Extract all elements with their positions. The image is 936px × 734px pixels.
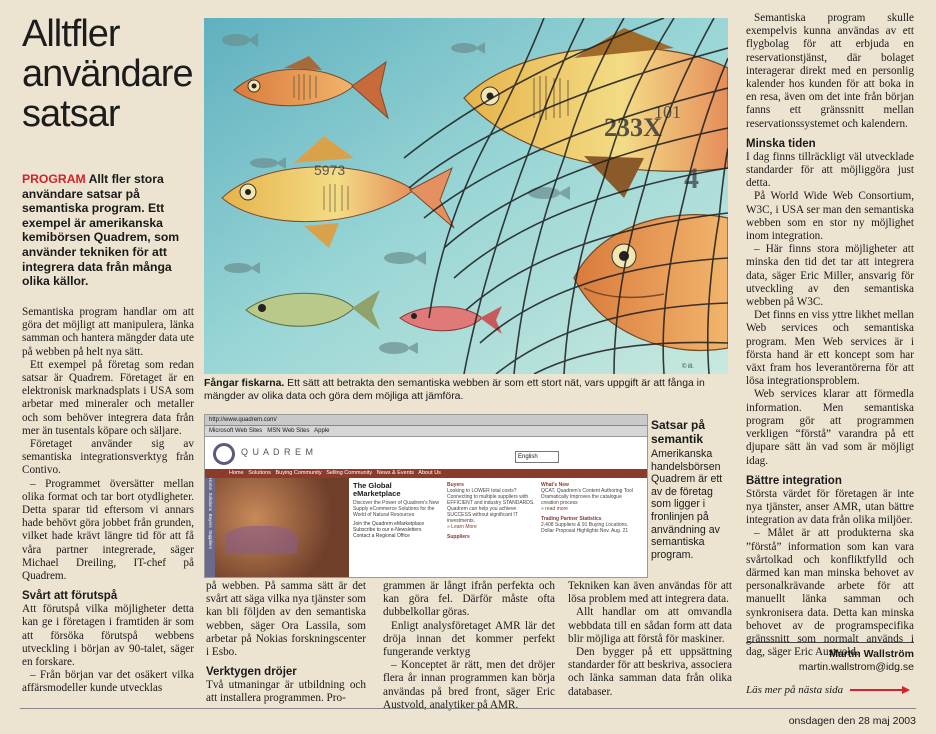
site-main-link[interactable]: Contact a Regional Office — [353, 533, 410, 540]
svg-text:© ill.: © ill. — [682, 364, 694, 370]
hero-number: 101 — [654, 102, 681, 122]
sidenav-item: Solutions — [208, 492, 213, 512]
col4-subhead: Minska tiden — [746, 137, 816, 150]
quadrem-logo-icon — [213, 443, 235, 465]
browser-link: Microsoft Web Sites — [209, 428, 263, 434]
browser-link: MSN Web Sites — [267, 428, 310, 434]
colC-paragraph: Tekniken kan även användas för att lösa problem med att integrera data. — [568, 580, 732, 606]
col1-paragraph: Företaget använder sig av semantiska integrationsverktyg från Contivo. — [22, 438, 194, 477]
site-logo-text: Q U A D R E M — [241, 447, 315, 457]
site-tab: Home — [229, 470, 244, 476]
browser-links-bar — [205, 426, 647, 437]
site-main-link[interactable]: Subscribe to our e-Newsletters — [353, 527, 422, 534]
site-main-link[interactable]: Join the Quadrem eMarketplace — [353, 521, 425, 528]
col4-paragraph: På World Wide Web Consortium, W3C, i USA ser man den semantiska webben som en stor ny möjlighet inom integration. — [746, 190, 914, 243]
fish-net-illustration — [204, 18, 728, 374]
col4-paragraph: Web services klarar att förmedla information. Men semantiska program gör att programmen verkligen “förstå” varandra på ett djupare sätt än vad som är möjligt idag. — [746, 388, 914, 467]
byline-divider — [746, 642, 914, 643]
lead-kicker: PROGRAM — [22, 172, 86, 186]
colB-paragraph: – Konceptet är rätt, men det dröjer flera år innan programmen kan börja användas på bred front, säger Eric Austvold, analytiker på AMR. — [383, 659, 555, 711]
sidenav-item: Buyers — [208, 513, 213, 528]
lead-text: Allt fler stora användare satsar på semantiska program. Ett exempel är amerikanska kemibörsen Quadrem, som använder tekniken för att integrera data från många olika källor. — [22, 172, 180, 289]
headline-line-3: satsar — [22, 93, 120, 135]
col1-subhead: Svårt att förutspå — [22, 590, 118, 603]
browser-link: Apple — [314, 428, 330, 434]
site-tab: About Us — [418, 470, 441, 476]
site-main-col — [353, 482, 441, 539]
site-main-text: Discover the Power of Quadrem's New Supply eCommerce Solutions for the World of Natural Resources — [353, 500, 439, 519]
site-tab: News & Events — [376, 470, 415, 476]
hero-caption — [204, 378, 728, 403]
hero-number: 233X — [604, 113, 662, 142]
site-right-more[interactable]: » read more — [541, 506, 568, 512]
colA-subhead: Verktygen dröjer — [206, 666, 297, 679]
site-right-col — [541, 482, 641, 534]
site-right-text: QCAT, Quadrem's Content Authoring Tool Dramatically Improves the catalogue creation process — [541, 488, 633, 506]
language-select: English — [515, 451, 559, 463]
col4-paragraph: I dag finns tillräckligt väl utvecklade standarder för att möjliggöra just detta. — [746, 150, 914, 190]
footer-rule — [20, 708, 916, 709]
website-screenshot — [204, 414, 648, 578]
colC-paragraph: Allt handlar om att omvandla webbdata till en sådan form att data blir möjliga att förstå för maskiner. — [568, 606, 732, 645]
col1-paragraph: – Programmet översätter mellan olika format och tar bort otydligheter. Detta sparar tid eftersom vi annars hade behövt göra jobbet från grunden, vilket hade krävt längre tid för att få våra partner integrerade, säger Michael Dreiling, IT-chef på Quadrem. — [22, 477, 194, 583]
headline-line-2: användare — [22, 53, 193, 95]
column-b — [383, 580, 555, 712]
col1-paragraph: Att förutspå vilka möjligheter detta kan ge i företagen i framtiden är som att försöka förutspå webbens utveckling i början av 90-talet, säger en forskare. — [22, 603, 194, 669]
site-tab: Solutions — [248, 470, 271, 476]
site-hero-image — [215, 478, 349, 578]
hero-number: 4 — [684, 162, 699, 195]
site-body — [205, 478, 647, 578]
site-mid-col — [447, 482, 535, 540]
col1-paragraph: Ett exempel på företag som redan satsar är Quadrem. Företaget är en elektronisk marknadsplats i USA som arbetar med mineraler och metaller och som behöver integrera data från mer än tusentals köpare och säljare. — [22, 358, 194, 437]
sidenav-item: Home — [208, 478, 213, 491]
col1-paragraph: – Från början var det osäkert vilka affärsmodeller kunde utvecklas — [22, 669, 194, 695]
site-right-text2: 2,408 Suppliers & 91 Buying Locations. Dollar Proposal Highlights Nov. Aug. 21 — [541, 522, 629, 534]
column-a — [206, 580, 366, 706]
fact-box-text: Amerikanska handelsbörsen Quadrem är ett av de företag som ligger i fronlinjen på användning av semantiska program. — [651, 448, 723, 561]
colB-paragraph: Enligt analysföretaget AMR lär det dröja innan det kommer perfekt fungerande verktyg — [383, 619, 555, 659]
fact-box-title: Satsar på semantik — [651, 418, 706, 446]
site-hero-shape — [225, 526, 297, 554]
col4-paragraph: Det finns en viss yttre likhet mellan Web services och semantiska program. Men Web services är i första hand är ett koncept som har växt fram hos leverantörerna för att lösa integrationsproblem. — [746, 309, 914, 388]
col4-paragraph: – Målet är att produkterna ska ”förstå” information som kan vara svårtolkad och konfliktfylld och därmed kan man minska behovet av personalkrävande arbete för att manuellt länka samman och synkronisera data. Detta kan minska behovet av de programspecifika gränssnitt som normalt används i dag, säger Eric Austvold. — [746, 527, 914, 659]
hero-illustration — [204, 18, 728, 374]
column-1 — [22, 306, 194, 696]
col4-paragraph: – Här finns stora möjligheter att minska den tid det tar att integrera data, säger Eric Miller, ansvarig för utveckling av den semantiska webben på W3C. — [746, 243, 914, 309]
colA-paragraph: Två utmaningar är utbildning och att installera programmen. Pro- — [206, 679, 366, 705]
site-tab: Selling Community — [326, 470, 373, 476]
byline — [746, 648, 914, 674]
site-tabs — [205, 469, 647, 478]
site-right-title: What's New — [541, 482, 569, 488]
footer-date: onsdagen den 28 maj 2003 — [788, 715, 916, 727]
caption-bold: Fångar fiskarna. — [204, 378, 285, 389]
site-mid-more[interactable]: » Learn More — [447, 524, 477, 530]
col1-paragraph: Semantiska program handlar om att göra det möjligt att manipulera, länka samman och hantera mängder data ute på webben på helt nya sätt. — [22, 306, 194, 358]
site-tab: Buying Community — [275, 470, 322, 476]
lead-paragraph — [22, 172, 194, 289]
hero-number: 5973 — [314, 162, 346, 178]
column-c — [568, 580, 732, 699]
col4-subhead: Bättre integration — [746, 474, 842, 487]
column-4 — [746, 12, 914, 659]
author-name: Martin Wallström — [829, 648, 914, 660]
headline-line-1: Alltfler — [22, 13, 120, 55]
site-sidenav — [205, 478, 215, 578]
continued-note — [746, 684, 914, 696]
col4-paragraph: Största värdet för företagen är inte nya tjänster, anser AMR, utan bättre integration av data från olika miljöer. — [746, 487, 914, 527]
colC-paragraph: Den bygger på ett uppsättning standarder för att beskriva, associera och länka samman data från olika databaser. — [568, 646, 732, 698]
site-right-title2: Trading Partner Statistics — [541, 516, 602, 522]
browser-address: http://www.quadrem.com/ — [209, 417, 277, 423]
colB-paragraph: grammen är långt ifrån perfekta och kan göra fel. Därför måste ofta dubbelkollar göras. — [383, 580, 555, 619]
caption-text: Ett sätt att betrakta den semantiska webben är som ett stort nät, vars uppgift är att fånga in mängder av olika data och göra dem möjliga att jämföra. — [204, 378, 705, 402]
arrow-right-icon — [850, 686, 910, 694]
col4-paragraph: Semantiska program skulle exempelvis kunna användas av ett flygbolag för att erbjuda en reservationstjänst, där bolaget interagerar direkt med en personlig kalender hos kunden för att boka in en resa, även om det inte från början fanns ett gränssnitt mellan reservationssystemet och kalendern. — [746, 12, 914, 130]
fact-box — [651, 418, 731, 561]
sidenav-item: Suppliers — [208, 530, 213, 549]
site-mid-text: Looking to LOWER total costs? Connecting to multiple suppliers with EFFICIENT and industry STANDARDS. Quadrem can help you achieve SUCCESS without significant IT investments. — [447, 488, 535, 524]
continued-text: Läs mer på nästa sida — [746, 684, 844, 696]
site-mid-title2: Suppliers — [447, 534, 470, 540]
browser-address-bar — [205, 415, 647, 426]
colA-paragraph: på webben. På samma sätt är det svårt att säga vilka nya tjänster som kan bli följden av den semantiska webben, säger Ora Lassila, som arbetar på Nokias forskningscenter i Esbo. — [206, 580, 366, 659]
site-main-title: The Global eMarketplace — [353, 481, 401, 498]
site-mid-title: Buyers — [447, 482, 464, 488]
site-header — [205, 437, 647, 469]
headline — [22, 14, 197, 134]
author-email[interactable]: martin.wallstrom@idg.se — [798, 661, 914, 673]
